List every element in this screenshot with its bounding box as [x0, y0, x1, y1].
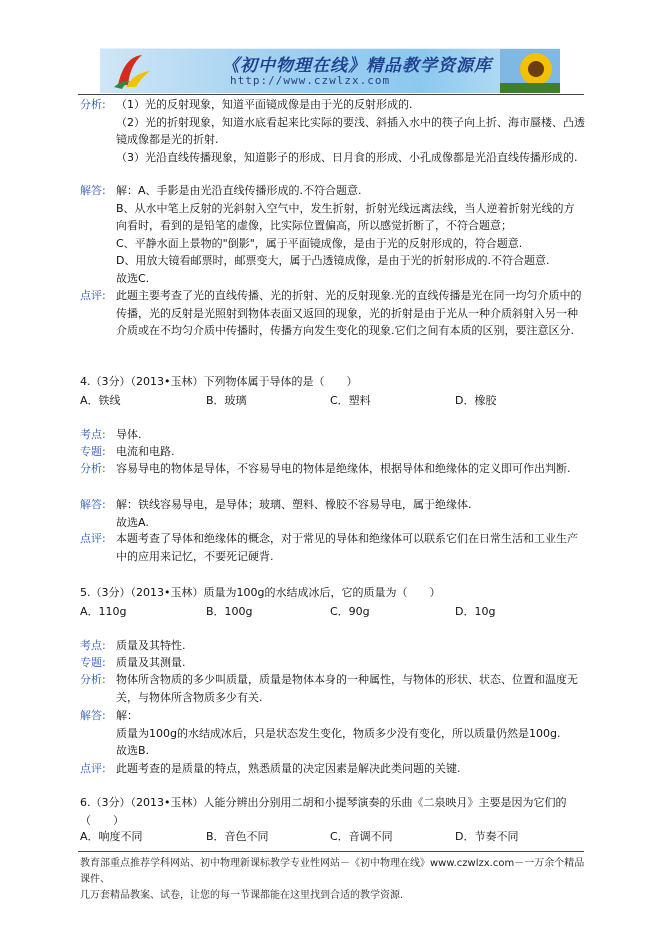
point-label: 考点: — [80, 639, 106, 652]
comment-label: 点评: — [80, 762, 106, 775]
q4-option-d[interactable]: D．橡胶 — [455, 394, 497, 407]
analysis-line: （2）光的折射现象，知道水底看起来比实际的要浅、斜插入水中的筷子向上折、海市蜃楼、凸透镜成像都是光的折射. — [116, 115, 585, 146]
answer-line: B、从水中笔上反射的光斜射入空气中，发生折射，折射光线远离法线，当人逆着折射光线的方向看时，看到的是铅笔的虚像，比实际位置偏高，所以感觉折断了，不符合题意； — [116, 201, 575, 232]
q5-analysis — [80, 671, 585, 706]
q5-topic — [80, 654, 585, 672]
sunflower-icon — [500, 49, 560, 93]
answer-label: 解答: — [80, 709, 106, 722]
analysis-line: （1）光的反射现象，知道平面镜成像是由于光的反射形成的. — [116, 98, 413, 111]
comment-label: 点评: — [80, 289, 106, 302]
q4-point — [80, 426, 585, 444]
point-text: 质量及其特性. — [116, 639, 186, 652]
q5-option-d[interactable]: D．10g — [455, 605, 496, 618]
answer-line: 解：A、手影是由光沿直线传播形成的.不符合题意. — [116, 184, 362, 197]
banner-url[interactable]: http://www.czwlzx.com — [230, 74, 391, 87]
answer-line: 故选C. — [116, 271, 150, 285]
footer-rule — [78, 851, 584, 852]
analysis-line: （3）光沿直线传播现象，知道影子的形成、日月食的形成、小孔成像都是光沿直线传播形成的. — [116, 150, 578, 164]
banner-title: 《初中物理在线》精品教学资源库 — [222, 56, 492, 76]
topic-label: 专题: — [80, 656, 106, 669]
answer-line: 质量为100g的水结成冰后，只是状态发生变化，物质多少没有变化，所以质量仍然是100g. — [116, 726, 561, 740]
q5-option-c[interactable]: C．90g — [330, 605, 370, 618]
answer-line: 故选B. — [116, 744, 150, 757]
q5-option-a[interactable]: A．110g — [80, 605, 127, 618]
answer-label: 解答: — [80, 184, 106, 197]
q3-comment — [80, 287, 585, 340]
q5-point — [80, 637, 585, 655]
q5-stem: 5.（3分）（2013•玉林）质量为100g的水结成冰后，它的质量为（ ） — [80, 586, 441, 599]
comment-text: 此题主要考查了光的直线传播、光的折射、光的反射现象.光的直线传播是光在同一均匀介质中的传播，光的反射是光照射到物体表面又返回的现象，光的折射是由于光从一种介质斜射入另一种介质或在不均匀介质中传播时，传播方向发生变化的现象.它们之间有本质的区别，要注意区分. — [116, 289, 582, 337]
analysis-label: 分析: — [80, 462, 106, 475]
q6-stem-text: 6.（3分）（2013•玉林）人能分辨出分别用二胡和小提琴演奏的乐曲《二泉映月》主要是因为它们的（ ） — [80, 796, 567, 827]
q6-option-d[interactable]: D．节奏不同 — [455, 830, 519, 843]
q5-comment — [80, 760, 585, 778]
analysis-text: 容易导电的物体是导体，不容易导电的物体是绝缘体，根据导体和绝缘体的定义即可作出判断. — [116, 462, 571, 475]
answer-line: 解：铁线容易导电，是导体；玻璃、塑料、橡胶不容易导电，属于绝缘体. — [116, 498, 472, 511]
answer-label: 解答: — [80, 498, 106, 511]
q6-option-b[interactable]: B．音色不同 — [206, 830, 269, 843]
q4-stem: 4.（3分）（2013•玉林）下列物体属于导体的是（ ） — [80, 375, 358, 388]
comment-text: 此题考查的是质量的特点，熟悉质量的决定因素是解决此类问题的关键. — [116, 762, 461, 775]
point-text: 导体. — [116, 428, 142, 441]
answer-line: 解： — [116, 709, 138, 722]
answer-line: D、用放大镜看邮票时，邮票变大，属于凸透镜成像，是由于光的折射形成的.不符合题意. — [116, 254, 550, 267]
comment-label: 点评: — [80, 532, 106, 545]
analysis-label: 分析: — [80, 98, 106, 111]
q5-answer — [80, 707, 585, 760]
q4-option-c[interactable]: C．塑料 — [330, 394, 371, 407]
q3-analysis — [80, 96, 585, 166]
topic-label: 专题: — [80, 445, 106, 458]
header-rule — [78, 94, 584, 95]
comment-text: 本题考查了导体和绝缘体的概念，对于常见的导体和绝缘体可以联系它们在日常生活和工业生产中的应用来记忆，不要死记硬背. — [116, 532, 578, 563]
header-banner — [100, 48, 560, 93]
q6-option-a[interactable]: A．响度不同 — [80, 830, 143, 843]
analysis-text: 物体所含物质的多少叫质量，质量是物体本身的一种属性，与物体的形状、状态、位置和温度无关，与物体所含物质多少有关. — [116, 673, 578, 704]
q5-option-b[interactable]: B．100g — [206, 605, 253, 618]
site-logo-icon — [110, 51, 154, 91]
q3-answer — [80, 182, 585, 287]
q4-answer — [80, 496, 585, 531]
q4-analysis — [80, 460, 585, 478]
answer-line: C、平静水面上景物的"倒影"，属于平面镜成像，是由于光的反射形成的，符合题意. — [116, 236, 523, 250]
footer-line-2: 几万套精品教案、试卷，让您的每一节课都能在这里找到合适的教学资源. — [80, 890, 404, 901]
footer-line-1: 教育部重点推荐学科网站、初中物理新课标教学专业性网站－《初中物理在线》www.czwlzx.com－一万余个精品课件、 — [80, 858, 585, 885]
q4-topic — [80, 443, 585, 461]
q6-stem — [80, 794, 591, 829]
analysis-label: 分析: — [80, 673, 106, 686]
answer-line: 故选A. — [116, 515, 149, 529]
q6-option-c[interactable]: C．音调不同 — [330, 830, 393, 843]
topic-text: 质量及其测量. — [116, 656, 186, 669]
q4-option-b[interactable]: B．玻璃 — [206, 394, 247, 407]
footer — [80, 856, 586, 904]
topic-text: 电流和电路. — [116, 445, 175, 458]
point-label: 考点: — [80, 428, 106, 441]
q4-comment — [80, 530, 585, 565]
q4-option-a[interactable]: A．铁线 — [80, 394, 121, 407]
